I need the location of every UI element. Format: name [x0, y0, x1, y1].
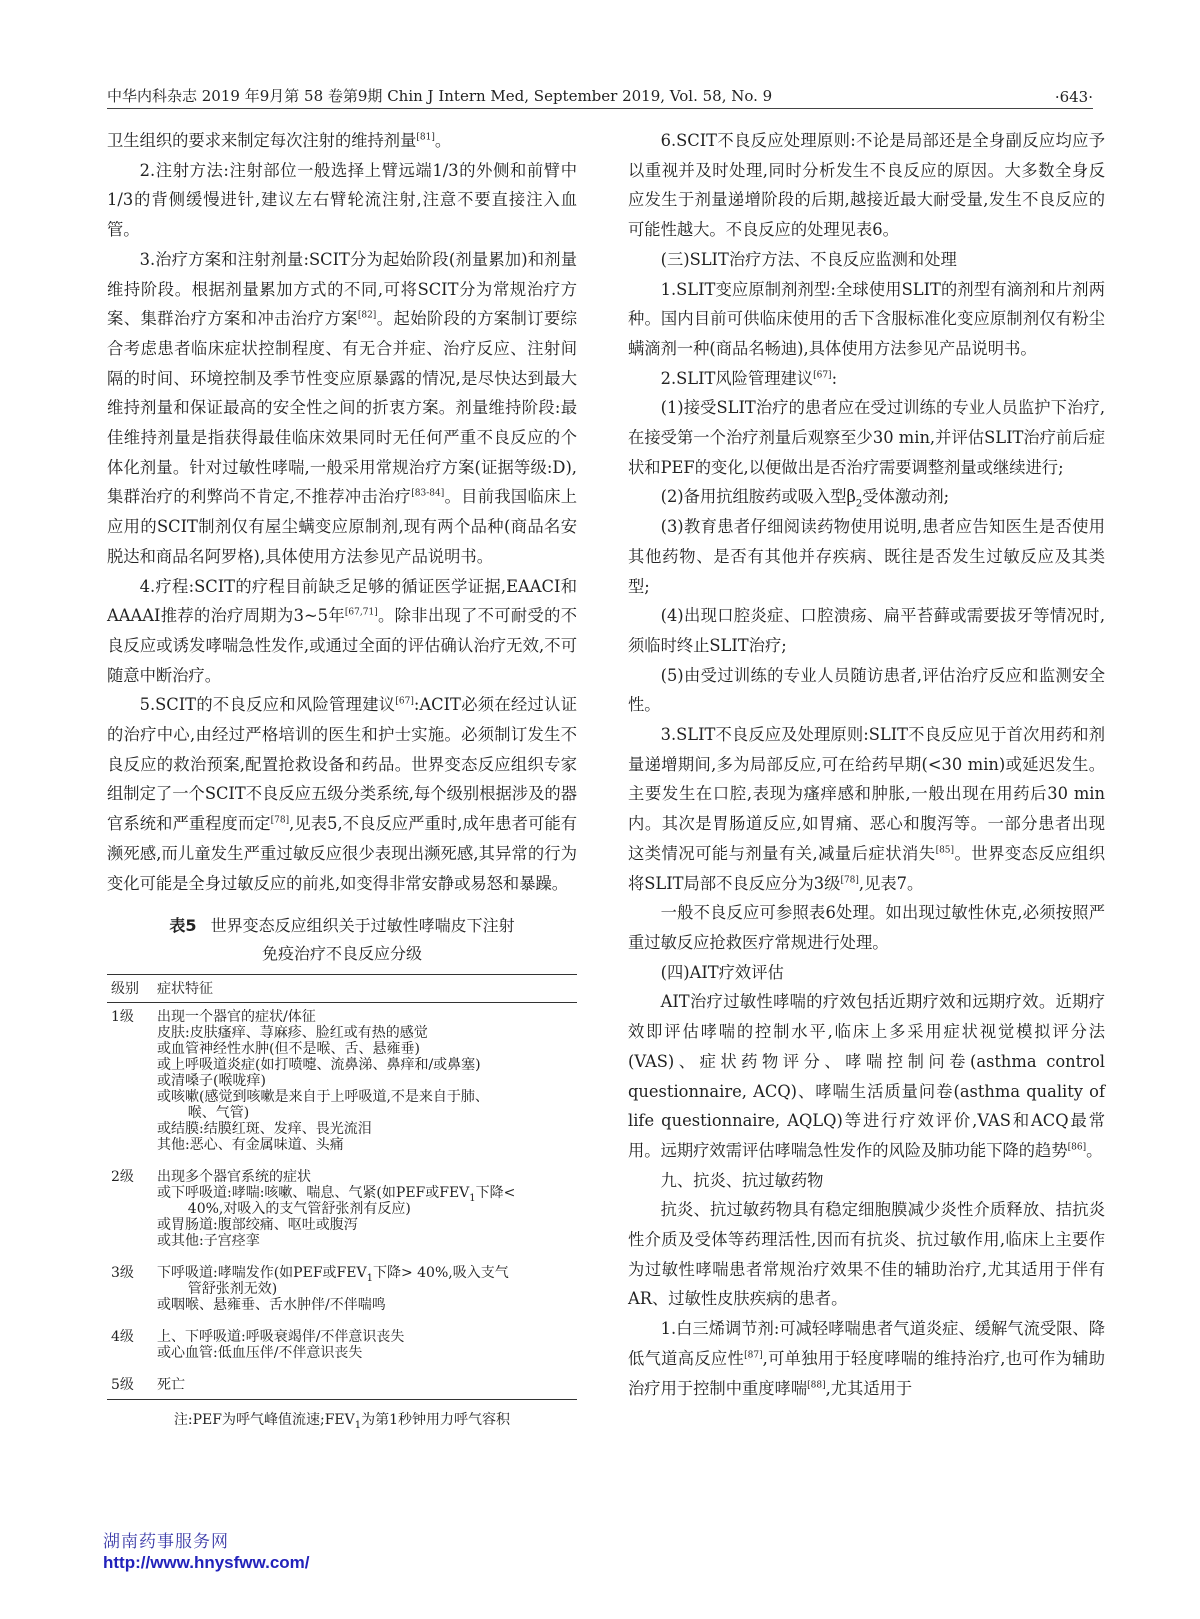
- running-header: [107, 80, 1093, 109]
- paragraph: 5.SCIT的不良反应和风险管理建议[67]:ACIT必须在经过认证的治疗中心,由经过严格培训的医生和护士实施。必须制订发生不良反应的救治预案,配置抢救设备和药品。世界变态反应组织专家组制定了一个SCIT不良反应五级分类系统,每个级别根据涉及的器官系统和严重程度而定[78],见表5,不良反应严重时,成年患者可能有濒死感,而儿童发生严重过敏反应很少表现出濒死感,其异常的行为变化可能是全身过敏反应的前兆,如变得非常安静或易怒和暴躁。: [107, 695, 578, 893]
- symptom-line: 下呼吸道:哮喘发作(如PEF或$FEV_1$下降> 40%,吸入支气: [157, 1265, 509, 1285]
- cell-level: 3级: [111, 1265, 134, 1282]
- table-caption: [107, 912, 577, 968]
- paragraph: 抗炎、抗过敏药物具有稳定细胞膜减少炎性介质释放、拮抗炎性介质及受体等药理活性,因而有抗炎、抗过敏作用,临床上主要作为过敏性哮喘患者常规治疗效果不佳的辅助治疗,尤其适用于伴有AR、过敏性皮肤疾病的患者。: [628, 1200, 1105, 1309]
- cell-symptoms: [157, 1371, 577, 1400]
- citation: [88]: [807, 1380, 826, 1391]
- cell-symptoms: [157, 1163, 577, 1259]
- symptom-line: 或心血管:低血压伴/不伴意识丧失: [157, 1345, 363, 1362]
- symptom-line: 或咽喉、悬雍垂、舌水肿伴/不伴喘鸣: [157, 1297, 386, 1314]
- paragraph: 一般不良反应可参照表6处理。如出现过敏性休克,必须按照严重过敏反应抢救医疗常规进行处理。: [628, 903, 1105, 952]
- citation: [81]: [416, 132, 435, 143]
- table-note: 注:PEF为呼气峰值流速$;FEV_1$为第1秒钟用力呼气容积: [173, 1412, 511, 1432]
- cell-level: 1级: [111, 1009, 134, 1026]
- citation: [67]: [813, 370, 832, 381]
- symptom-line: 喉、气管): [187, 1105, 250, 1122]
- section-heading: 九、抗炎、抗过敏药物: [660, 1170, 824, 1190]
- column-header-symptom: 症状特征: [157, 975, 577, 1003]
- site-watermark: [103, 1532, 310, 1574]
- right-column: [628, 126, 1105, 1403]
- table-row: [107, 1163, 577, 1259]
- citation: [78]: [270, 815, 290, 826]
- table-label: 表5: [169, 916, 197, 936]
- citation: [83-84]: [411, 489, 445, 500]
- list-item: (2)备用抗组胺药或吸入型$\beta_2$受体激动剂;: [660, 487, 950, 510]
- paragraph: 2.注射方法:注射部位一般选择上臂远端1/3的外侧和前臂中1/3的背侧缓慢进针,建议左右臂轮流注射,注意不要直接注入血管。: [107, 160, 577, 240]
- paragraph: 6.SCIT不良反应处理原则:不论是局部还是全身副反应均应予以重视并及时处理,同时分析发生不良反应的原因。大多数全身反应发生于剂量递增阶段的后期,越接近最大耐受量,发生不良反应的可能性越大。不良反应的处理见表6。: [628, 131, 1105, 240]
- left-column: [107, 126, 577, 1430]
- paragraph: 2.SLIT风险管理建议[67]:: [660, 368, 838, 388]
- paragraph: 1.SLIT变应原制剂剂型:全球使用SLIT的剂型有滴剂和片剂两种。国内目前可供临床使用的舌下含服标准化变应原制剂仅有粉尘螨滴剂一种(商品名畅迪),具体使用方法参见产品说明书。: [628, 279, 1105, 358]
- cell-symptoms: [157, 1003, 577, 1164]
- symptom-line: 或其他:子宫痉挛: [157, 1233, 260, 1250]
- cell-symptoms: [157, 1323, 577, 1371]
- symptom-line: 管舒张剂无效): [187, 1281, 278, 1298]
- list-item: (5)由受过训练的专业人员随访患者,评估治疗反应和监测安全性。: [628, 665, 1105, 715]
- page-number: ·643·: [1054, 88, 1093, 106]
- cell-level: 2级: [111, 1169, 134, 1186]
- symptom-line: 或上呼吸道炎症(如打喷嚏、流鼻涕、鼻痒和/或鼻塞): [157, 1057, 481, 1074]
- symptom-line: 出现多个器官系统的症状: [157, 1169, 311, 1186]
- table-5: [107, 974, 577, 1400]
- symptom-line: 或血管神经性水肿(但不是喉、舌、悬雍垂): [157, 1041, 420, 1058]
- table-row: [107, 1259, 577, 1323]
- paragraph: AIT治疗过敏性哮喘的疗效包括近期疗效和远期疗效。近期疗效即评估哮喘的控制水平,临床上多采用症状视觉模拟评分法(VAS)、症状药物评分、哮喘控制问卷(asthma control questionnaire, ACQ)、哮喘生活质量问卷(asthma quality of life questionnaire, AQLQ)等进行疗效评价,VAS和ACQ最常用。远期疗效需评估哮喘急性发作的风险及肺功能下降的趋势[86]。: [628, 992, 1105, 1160]
- list-item: (4)出现口腔炎症、口腔溃疡、扁平苔藓或需要拔牙等情况时,须临时终止SLIT治疗;: [628, 606, 1105, 655]
- cell-symptoms: [157, 1259, 577, 1323]
- symptom-line: 其他:恶心、有金属味道、头痛: [157, 1137, 344, 1154]
- watermark-site-name: 湖南药事服务网: [103, 1532, 229, 1551]
- list-item: (1)接受SLIT治疗的患者应在受过训练的专业人员监护下治疗,在接受第一个治疗剂量后观察至少30 min,并评估SLIT治疗前后症状和PEF的变化,以便做出是否治疗需要调整剂量或继续进行;: [628, 398, 1105, 477]
- symptom-line: 皮肤:皮肤瘙痒、荨麻疹、脸红或有热的感觉: [157, 1025, 428, 1042]
- citation: [85]: [935, 845, 955, 856]
- symptom-line: 或咳嗽(感觉到咳嗽是来自于上呼吸道,不是来自于肺、: [157, 1089, 489, 1106]
- symptom-line: 或结膜:结膜红斑、发痒、畏光流泪: [157, 1121, 372, 1138]
- section-heading: (四)AIT疗效评估: [660, 962, 784, 982]
- table-row: [107, 1371, 577, 1400]
- journal-citation: 中华内科杂志 2019 年9月第 58 卷第9期 Chin J Intern Med, September 2019, Vol. 58, No. 9: [107, 87, 773, 105]
- paragraph: 1.白三烯调节剂:可减轻哮喘患者气道炎症、缓解气流受限、降低气道高反应性[87],可单独用于轻度哮喘的维持治疗,也可作为辅助治疗用于控制中重度哮喘[88],尤其适用于: [628, 1319, 1105, 1398]
- symptom-line: 上、下呼吸道:呼吸衰竭伴/不伴意识丧失: [157, 1329, 405, 1346]
- table-title-line2: 免疫治疗不良反应分级: [261, 944, 422, 964]
- symptom-line: 或下呼吸道:哮喘:咳嗽、喘息、气紧(如PEF或$FEV_1$下降<: [157, 1185, 516, 1205]
- table-title: 世界变态反应组织关于过敏性哮喘皮下注射: [210, 916, 515, 936]
- symptom-line: 或清嗓子(喉咙痒): [157, 1073, 266, 1090]
- citation: [87]: [744, 1350, 763, 1361]
- symptom-line: 40%,对吸入的支气管舒张剂有反应): [187, 1201, 411, 1218]
- citation: [82]: [357, 310, 377, 321]
- citation: [67]: [395, 696, 414, 707]
- watermark-url-link[interactable]: http://www.hnysfww.com/: [103, 1553, 310, 1572]
- symptom-line: 出现一个器官的症状/体征: [157, 1009, 316, 1026]
- symptom-line: 死亡: [157, 1377, 185, 1394]
- table-row: [107, 1003, 577, 1164]
- paragraph: 4.疗程:SCIT的疗程目前缺乏足够的循证医学证据,EAACI和AAAAI推荐的治疗周期为3~5年[67,71]。除非出现了不可耐受的不良反应或诱发哮喘急性发作,或通过全面的评估确认治疗无效,不可随意中断治疗。: [107, 576, 577, 685]
- section-heading: (三)SLIT治疗方法、不良反应监测和处理: [660, 249, 957, 269]
- list-item: (3)教育患者仔细阅读药物使用说明,患者应告知医生是否使用其他药物、是否有其他并存疾病、既往是否发生过敏反应及其类型;: [628, 517, 1105, 596]
- table-row: [107, 1323, 577, 1371]
- symptom-line: 或胃肠道:腹部绞痛、呕吐或腹泻: [157, 1217, 358, 1234]
- column-header-level: 级别: [107, 975, 157, 1003]
- paragraph: 3.治疗方案和注射剂量:SCIT分为起始阶段(剂量累加)和剂量维持阶段。根据剂量累加方式的不同,可将SCIT分为常规治疗方案、集群治疗方案和冲击治疗方案[82]。起始阶段的方案制订要综合考虑患者临床症状控制程度、有无合并症、治疗反应、注射间隔的时间、环境控制及季节性变应原暴露的情况,是尽快达到最大维持剂量和保证最高的安全性之间的折衷方案。剂量维持阶段:最佳维持剂量是指获得最佳临床效果同时无任何严重不良反应的个体化剂量。针对过敏性哮喘,一般采用常规治疗方案(证据等级:D),集群治疗的利弊尚不肯定,不推荐冲击治疗[83-84]。目前我国临床上应用的SCIT制剂仅有屋尘螨变应原制剂,现有两个品种(商品名安脱达和商品名阿罗格),具体使用方法参见产品说明书。: [107, 249, 577, 566]
- citation: [78]: [840, 875, 859, 886]
- cell-level: 5级: [107, 1371, 157, 1400]
- paragraph: 卫生组织的要求来制定每次注射的维持剂量[81]。: [107, 131, 452, 150]
- cell-level: 4级: [111, 1329, 134, 1346]
- citation: [86]: [1067, 1142, 1087, 1153]
- paragraph: 3.SLIT不良反应及处理原则:SLIT不良反应见于首次用药和剂量递增期间,多为局部反应,可在给药早期(<30 min)或延迟发生。主要发生在口腔,表现为瘙痒感和肿胀,一般出现在用药后30 min内。其次是胃肠道反应,如胃痛、恶心和腹泻等。一部分患者出现这类情况可能与剂量有关,减量后症状消失[85]。世界变态反应组织将SLIT局部不良反应分为3级[78],见表7。: [628, 725, 1105, 893]
- citation: [67,71]: [344, 607, 378, 618]
